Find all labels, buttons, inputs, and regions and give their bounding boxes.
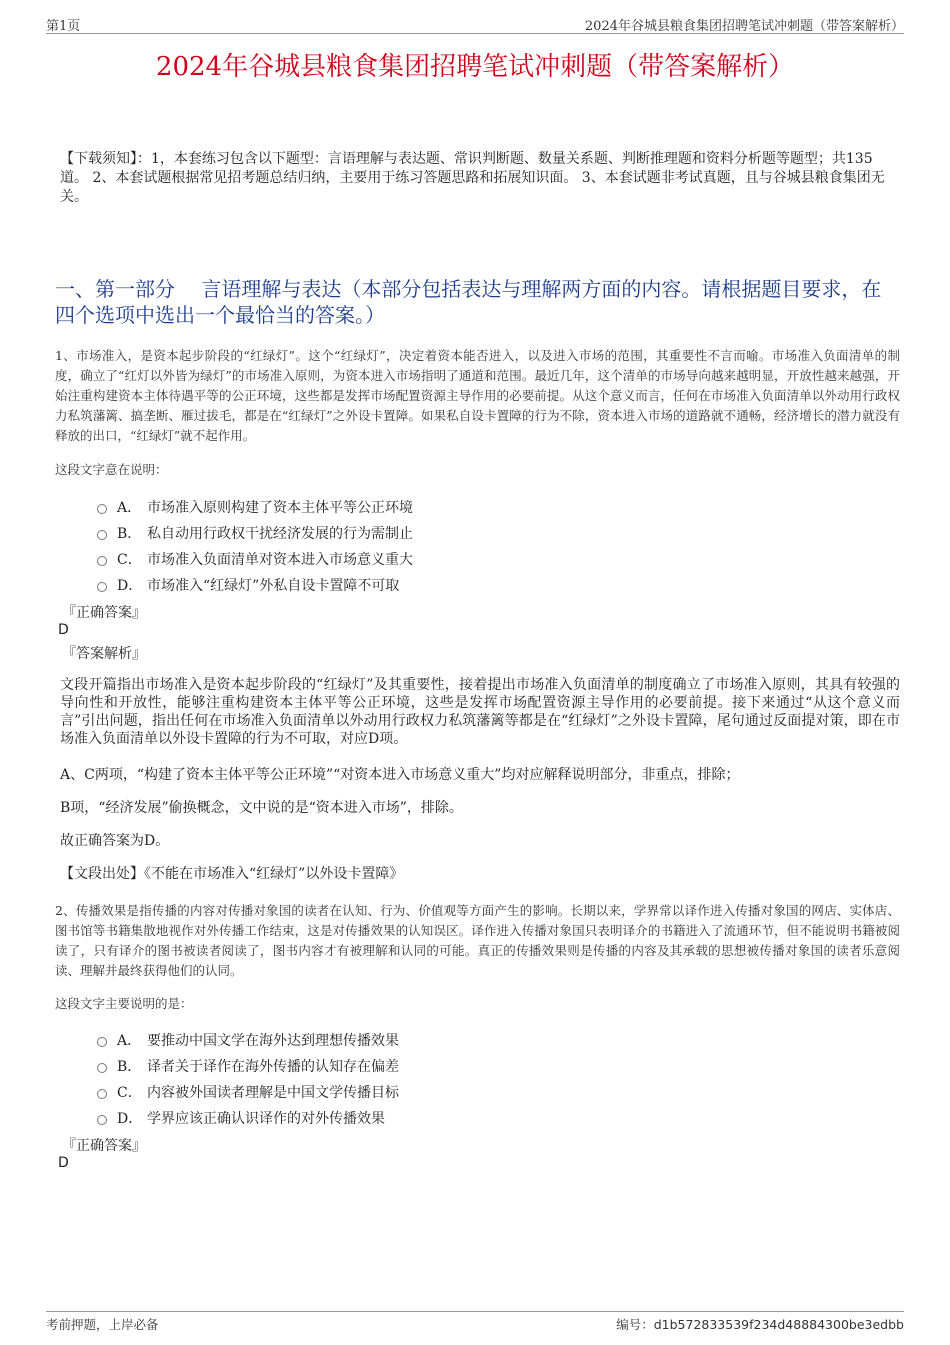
question-1-answer: D [58, 622, 69, 638]
question-2-answer: D [58, 1155, 69, 1171]
header-doc-title: 2024年谷城县粮食集团招聘笔试冲刺题（带答案解析） [584, 19, 904, 34]
option-text: 学界应该正确认识译作的对外传播效果 [147, 1111, 385, 1127]
question-1-analysis-p1: 文段开篇指出市场准入是资本起步阶段的“红绿灯”及其重要性，接着提出市场准入负面清单的制度确立了市场准入原则，其具有较强的导向性和开放性，能够注重构建资本主体平等公正环境，这些是发挥市场配置资源主导作用的必要前提。接下来通过“从这个意义而言”引出问题，指出任何在市场准入负面清单以外动用行政权力私筑藩篱等都是在“红绿灯”之外设卡置障，尾句通过反面提对策，即在市场准入负面清单以外设卡置障的行为不可取，对应D项。 [60, 677, 900, 747]
question-1-prompt: 这段文字意在说明： [55, 462, 168, 477]
question-2-option-c[interactable] [97, 1082, 399, 1102]
footer-divider [46, 1311, 904, 1312]
option-text: 要推动中国文学在海外达到理想传播效果 [147, 1033, 399, 1049]
option-text: 译者关于译作在海外传播的认知存在偏差 [147, 1059, 399, 1075]
radio-icon[interactable] [97, 582, 107, 592]
radio-icon[interactable] [97, 1089, 107, 1099]
option-letter: B． [117, 526, 142, 542]
header-divider [46, 33, 904, 34]
page-title: 2024年谷城县粮食集团招聘笔试冲刺题（带答案解析） [155, 52, 795, 82]
radio-icon[interactable] [97, 1063, 107, 1073]
question-1-source: 【文段出处】《不能在市场准入“红绿灯”以外设卡置障》 [60, 866, 404, 882]
option-letter: B． [117, 1059, 142, 1075]
question-1-answer-label: 『正确答案』 [62, 605, 146, 621]
footer-code-value: d1b572833539f234d48884300be3edbb [653, 1317, 904, 1332]
question-1-stem: 1、市场准入，是资本起步阶段的“红绿灯”。这个“红绿灯”，决定着资本能否进入，以及进入市场的范围，其重要性不言而喻。市场准入负面清单的制度，确立了“红灯以外皆为绿灯”的市场准入原则，为资本进入市场指明了通道和范围。最近几年，这个清单的市场导向越来越明显，开放性越来越强，开始注重构建资本主体待遇平等的公正环境，这些都是发挥市场配置资源主导作用的必要前提。从这个意义而言，任何在市场准入负面清单以外动用行政权力私筑藩篱、搞垄断、雁过拔毛，都是在“红绿灯”之外设卡置障。如果私自设卡置障的行为不除，资本进入市场的道路就不通畅，经济增长的潜力就没有释放的出口，“红绿灯”就不起作用。 [55, 348, 900, 443]
option-letter: C． [117, 552, 142, 568]
question-2-stem: 2、传播效果是指传播的内容对传播对象国的读者在认知、行为、价值观等方面产生的影响。长期以来，学界常以译作进入传播对象国的网店、实体店、图书馆等书籍集散地视作对外传播工作结束，这是对传播效果的认知误区。译作进入传播对象国只表明译介的书籍进入了流通环节，但不能说明书籍被阅读了，只有译介的图书被读者阅读了，图书内容才有被理解和认同的可能。真正的传播效果则是传播的内容及其承载的思想被传播对象国的读者乐意阅读、理解并最终获得他们的认同。 [55, 903, 900, 978]
question-1-analysis-p2: A、C两项，“构建了资本主体平等公正环境”“对资本进入市场意义重大”均对应解释说明部分，非重点，排除； [60, 767, 740, 783]
question-1-option-d[interactable] [97, 575, 399, 595]
section-title: 一、第一部分 言语理解与表达（本部分包括表达与理解两方面的内容。请根据题目要求，在四个选项中选出一个最恰当的答案。） [55, 277, 882, 327]
option-text: 市场准入原则构建了资本主体平等公正环境 [147, 500, 413, 516]
option-letter: A． [117, 1033, 142, 1049]
option-letter: D． [117, 1111, 143, 1127]
option-letter: D． [117, 578, 143, 594]
question-1-analysis-p3: B项，“经济发展”偷换概念，文中说的是“资本进入市场”，排除。 [60, 800, 463, 816]
option-text: 内容被外国读者理解是中国文学传播目标 [147, 1085, 399, 1101]
radio-icon[interactable] [97, 504, 107, 514]
question-2-prompt: 这段文字主要说明的是： [55, 996, 193, 1011]
option-letter: A． [117, 500, 142, 516]
question-1-option-a[interactable] [97, 497, 413, 517]
question-2-answer-label: 『正确答案』 [62, 1138, 146, 1154]
option-letter: C． [117, 1085, 142, 1101]
option-text: 市场准入“红绿灯”外私自设卡置障不可取 [147, 578, 400, 594]
question-1-option-c[interactable] [97, 549, 413, 569]
footer-code [616, 1315, 904, 1333]
option-text: 市场准入负面清单对资本进入市场意义重大 [147, 552, 413, 568]
option-text: 私自动用行政权干扰经济发展的行为需制止 [147, 526, 413, 542]
header-page-number: 第1页 [46, 19, 81, 34]
radio-icon[interactable] [97, 1037, 107, 1047]
question-1-analysis-p4: 故正确答案为D。 [60, 833, 170, 849]
footer-slogan: 考前押题，上岸必备 [46, 1317, 159, 1332]
question-2-option-b[interactable] [97, 1056, 399, 1076]
radio-icon[interactable] [97, 1115, 107, 1125]
footer-code-label: 编号： [616, 1317, 654, 1332]
question-2-option-a[interactable] [97, 1030, 399, 1050]
question-2-option-d[interactable] [97, 1108, 385, 1128]
radio-icon[interactable] [97, 556, 107, 566]
download-notice: 【下载须知】：1，本套练习包含以下题型：言语理解与表达题、常识判断题、数量关系题、判断推理题和资料分析题等题型；共135道。 2、本套试题根据常见招考题总结归纳，主要用于练习答题思路和拓展知识面。 3、本套试题非考试真题，且与谷城县粮食集团无关。 [60, 151, 885, 205]
question-1-analysis-label: 『答案解析』 [62, 646, 146, 662]
question-1-option-b[interactable] [97, 523, 413, 543]
radio-icon[interactable] [97, 530, 107, 540]
